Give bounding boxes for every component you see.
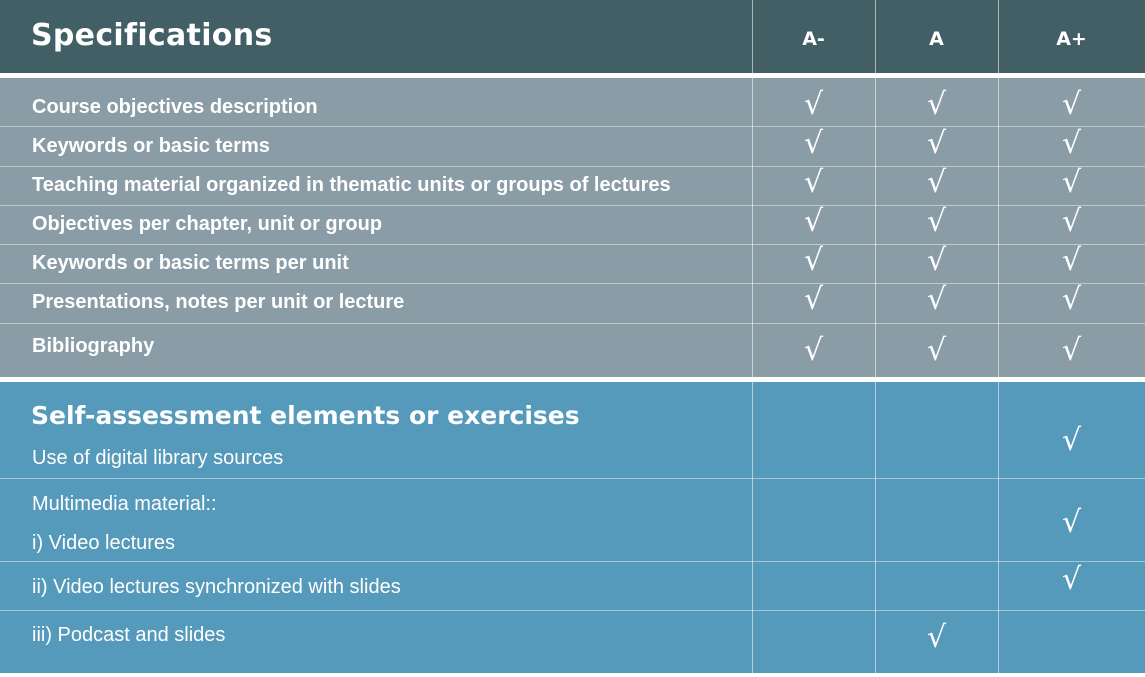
- check-mark-a-minus: √: [803, 333, 824, 368]
- check-mark-a-plus: √: [1061, 165, 1082, 200]
- row-label: iii) Podcast and slides: [32, 624, 226, 646]
- row-label: ii) Video lectures synchronized with slides: [32, 576, 401, 598]
- check-mark-a-plus: √: [1061, 423, 1082, 458]
- check-mark-a-plus: √: [1061, 126, 1082, 161]
- check-mark-a: √: [926, 282, 947, 317]
- row-label: Course objectives description: [32, 96, 318, 118]
- check-mark-a: √: [926, 87, 947, 122]
- check-mark-a-plus: √: [1061, 204, 1082, 239]
- row-divider: [0, 166, 1145, 167]
- row-divider: [0, 244, 1145, 245]
- row-divider: [0, 561, 1145, 562]
- check-mark-a-plus: √: [1061, 333, 1082, 368]
- column-header-a-plus: A+: [1056, 28, 1087, 50]
- row-divider: [0, 205, 1145, 206]
- check-mark-a: √: [926, 243, 947, 278]
- check-mark-a-plus: √: [1061, 282, 1082, 317]
- check-mark-a-plus: √: [1061, 243, 1082, 278]
- row-divider: [0, 610, 1145, 611]
- check-mark-a-minus: √: [803, 243, 824, 278]
- check-mark-a: √: [926, 204, 947, 239]
- check-mark-a: √: [926, 126, 947, 161]
- column-header-a-minus: A-: [802, 28, 825, 50]
- check-mark-a-minus: √: [803, 87, 824, 122]
- row-label: Multimedia material::: [32, 493, 217, 515]
- row-label: Presentations, notes per unit or lecture: [32, 291, 405, 313]
- check-mark-a: √: [926, 333, 947, 368]
- row-divider: [0, 323, 1145, 324]
- row-label: Objectives per chapter, unit or group: [32, 213, 383, 235]
- check-mark-a-minus: √: [803, 282, 824, 317]
- row-label: Use of digital library sources: [32, 447, 284, 469]
- row-label: Keywords or basic terms per unit: [32, 252, 349, 274]
- check-mark-a-minus: √: [803, 165, 824, 200]
- table-title: Specifications: [31, 18, 273, 53]
- row-label: Teaching material organized in thematic units or groups of lectures: [32, 174, 671, 196]
- section-title: Self-assessment elements or exercises: [31, 401, 580, 430]
- column-header-a: A: [929, 28, 944, 50]
- check-mark-a: √: [926, 620, 947, 655]
- check-mark-a-plus: √: [1061, 87, 1082, 122]
- check-mark-a-plus: √: [1061, 562, 1082, 597]
- row-label: Bibliography: [32, 335, 155, 357]
- row-divider: [0, 283, 1145, 284]
- check-mark-a-minus: √: [803, 126, 824, 161]
- row-label: Keywords or basic terms: [32, 135, 270, 157]
- row-divider: [0, 126, 1145, 127]
- row-divider: [0, 478, 1145, 479]
- check-mark-a-plus: √: [1061, 505, 1082, 540]
- check-mark-a-minus: √: [803, 204, 824, 239]
- row-sublabel: i) Video lectures: [32, 532, 176, 554]
- check-mark-a: √: [926, 165, 947, 200]
